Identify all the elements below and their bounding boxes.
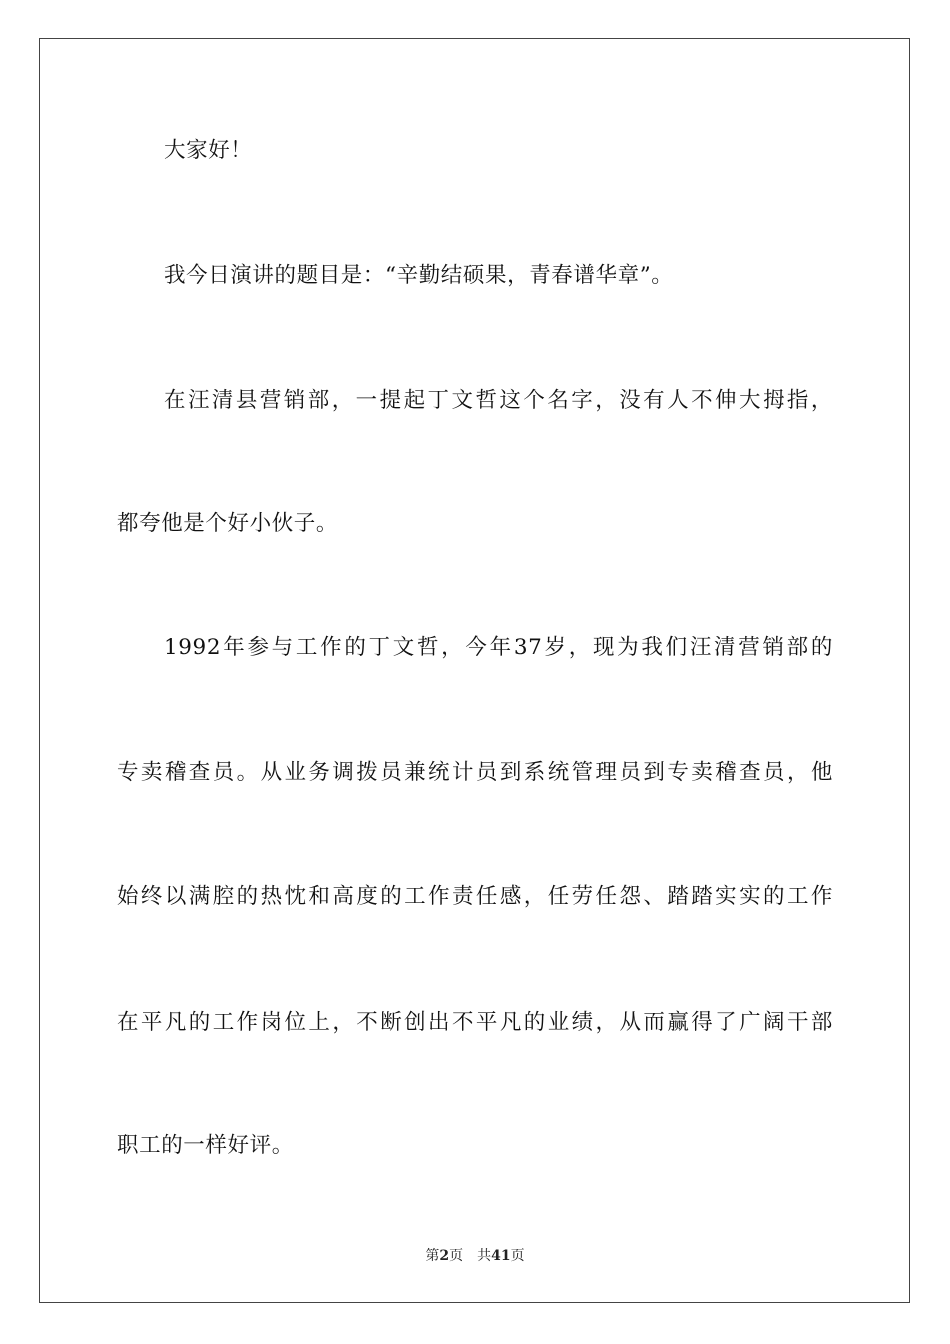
page-footer <box>0 1247 950 1265</box>
paragraph-line: 1992年参与工作的丁文哲，今年37岁，现为我们汪清营销部的 <box>164 635 833 660</box>
paragraph-line: 在汪清县营销部，一提起丁文哲这个名字，没有人不伸大拇指， <box>164 388 833 413</box>
paragraph-line: 职工的一样好评。 <box>117 1133 294 1158</box>
page-suffix: 页 <box>449 1248 464 1264</box>
page-border <box>39 38 910 1303</box>
paragraph-line: 在平凡的工作岗位上，不断创出不平凡的业绩，从而赢得了广阔干部 <box>117 1010 833 1035</box>
total-prefix: 共 <box>477 1248 492 1264</box>
total-pages: 41 <box>491 1248 511 1264</box>
page-prefix: 第 <box>425 1248 440 1264</box>
paragraph-line: 都夸他是个好小伙子。 <box>117 511 339 536</box>
total-suffix: 页 <box>510 1248 525 1264</box>
speech-title-line: 我今日演讲的题目是：“辛勤结硕果，青春谱华章”。 <box>164 263 674 288</box>
paragraph-line: 专卖稽查员。从业务调拨员兼统计员到系统管理员到专卖稽查员，他 <box>117 760 833 785</box>
greeting-line: 大家好！ <box>164 138 253 163</box>
page-number: 2 <box>439 1248 450 1264</box>
paragraph-line: 始终以满腔的热忱和高度的工作责任感，任劳任怨、踏踏实实的工作 <box>117 884 833 909</box>
